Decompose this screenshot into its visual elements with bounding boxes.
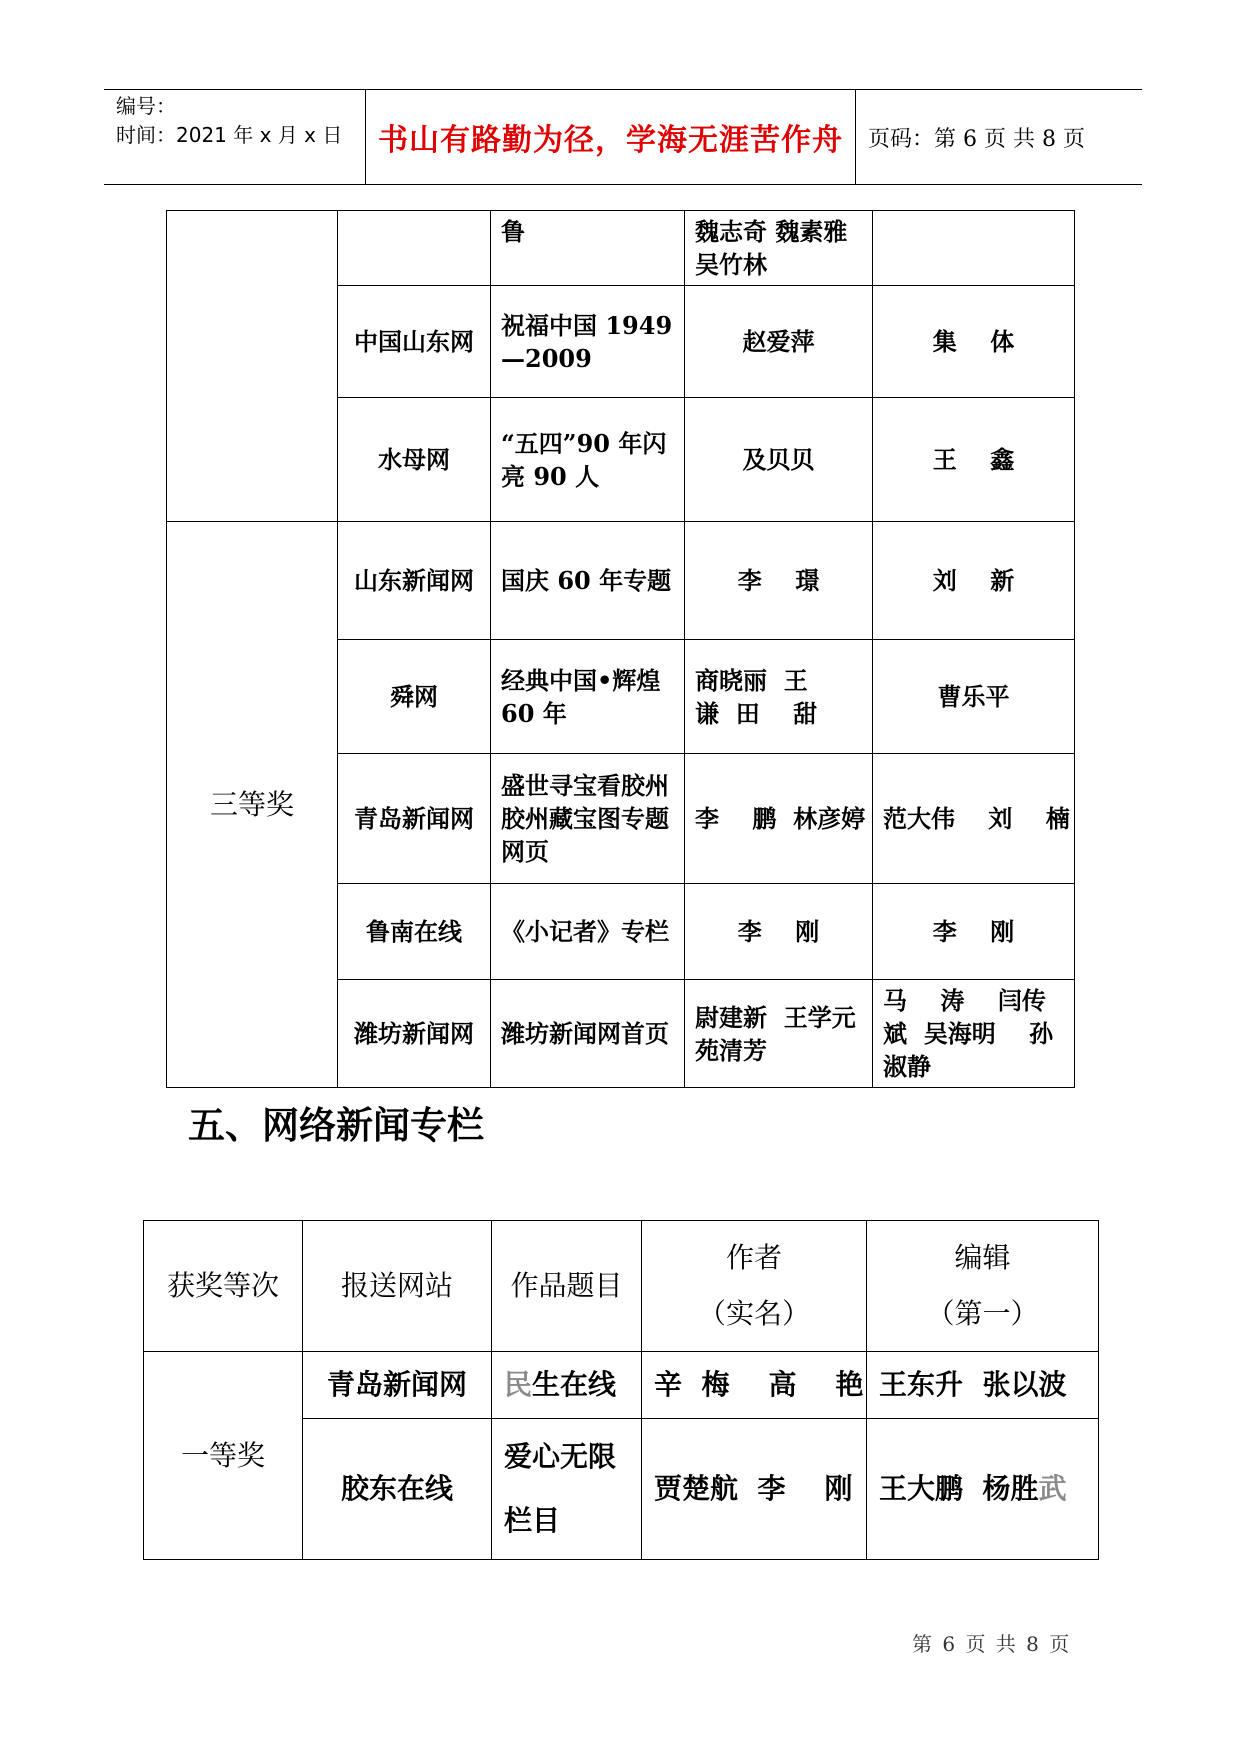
editor-last-char: 武 — [1038, 1472, 1067, 1505]
network-column-awards-table — [143, 1220, 1099, 1560]
site-cell: 潍坊新闻网 — [338, 980, 491, 1088]
title-cell: 盛世寻宝看胶州 胶州藏宝图专题网页 — [491, 754, 685, 884]
title-cell — [492, 1352, 642, 1419]
author-cell: 及贝贝 — [685, 398, 873, 522]
site-cell: 水母网 — [338, 398, 491, 522]
editor-main: 王大鹏 杨胜 — [879, 1472, 1039, 1505]
author-cell: 魏志奇 魏素雅 吴竹林 — [685, 211, 873, 286]
site-cell: 鲁南在线 — [338, 884, 491, 980]
author-cell: 商晓丽 王 谦 田 甜 — [685, 640, 873, 754]
document-number: 编号： — [116, 94, 176, 118]
title-cell: 经典中国•辉煌 60 年 — [491, 640, 685, 754]
header-page-number: 页码：第 6 页 共 8 页 — [868, 126, 1085, 152]
title-cell: 潍坊新闻网首页 — [491, 980, 685, 1088]
header-site: 报送网站 — [303, 1221, 492, 1352]
header-author-label: 作者 — [725, 1241, 782, 1274]
document-time: 时间：2021 年 x 月 x 日 — [116, 123, 343, 147]
editor-cell: 王 鑫 — [873, 398, 1075, 522]
header-title: 作品题目 — [492, 1221, 642, 1352]
editor-cell: 集 体 — [873, 286, 1075, 398]
table-row — [167, 522, 1075, 640]
author-cell: 赵爱萍 — [685, 286, 873, 398]
site-cell: 青岛新闻网 — [338, 754, 491, 884]
table-header-row — [144, 1221, 1099, 1352]
title-cell: 国庆 60 年专题 — [491, 522, 685, 640]
editor-cell: 范大伟 刘 楠 — [873, 754, 1075, 884]
site-cell: 胶东在线 — [303, 1419, 492, 1560]
header-motto: 书山有路勤为径，学海无涯苦作舟 — [366, 90, 856, 184]
author-cell: 辛 梅 高 艳 — [642, 1352, 867, 1419]
title-rest: 生在线 — [532, 1368, 617, 1401]
header-editor-sub: （第一） — [926, 1297, 1039, 1330]
editor-cell: 王东升 张以波 — [867, 1352, 1099, 1419]
title-cell: 祝福中国 1949—2009 — [491, 286, 685, 398]
header-editor-label: 编辑 — [954, 1241, 1011, 1274]
table-row — [167, 211, 1075, 286]
title-cell: “五四”90 年闪亮 90 人 — [491, 398, 685, 522]
table-row — [144, 1352, 1099, 1419]
page-header — [104, 89, 1142, 185]
editor-cell: 李 刚 — [873, 884, 1075, 980]
award-level-cell: 三等奖 — [167, 522, 338, 1088]
author-cell: 李 璟 — [685, 522, 873, 640]
award-level-cell: 一等奖 — [144, 1352, 303, 1560]
site-cell: 山东新闻网 — [338, 522, 491, 640]
author-cell: 李 刚 — [685, 884, 873, 980]
site-cell — [338, 211, 491, 286]
level-cell-prev — [167, 211, 338, 522]
header-meta — [104, 90, 366, 184]
header-author — [642, 1221, 867, 1352]
editor-cell: 马 涛 闫传斌 吴海明 孙淑静 — [873, 980, 1075, 1088]
author-cell: 尉建新 王学元 苑清芳 — [685, 980, 873, 1088]
editor-cell: 刘 新 — [873, 522, 1075, 640]
site-cell: 舜网 — [338, 640, 491, 754]
editor-cell — [867, 1419, 1099, 1560]
awards-table-continued — [166, 210, 1075, 1088]
section-title: 五、网络新闻专栏 — [188, 1103, 484, 1147]
title-cell: 爱心无限栏目 — [492, 1419, 642, 1560]
header-author-sub: （实名） — [697, 1297, 810, 1330]
header-level: 获奖等次 — [144, 1221, 303, 1352]
author-cell: 贾楚航 李 刚 — [642, 1419, 867, 1560]
site-cell: 中国山东网 — [338, 286, 491, 398]
site-cell: 青岛新闻网 — [303, 1352, 492, 1419]
editor-cell — [873, 211, 1075, 286]
editor-cell: 曹乐平 — [873, 640, 1075, 754]
header-editor — [867, 1221, 1099, 1352]
title-cell: 《小记者》专栏 — [491, 884, 685, 980]
title-first-char: 民 — [504, 1368, 533, 1401]
title-cell: 鲁 — [491, 211, 685, 286]
page-footer: 第 6 页 共 8 页 — [912, 1632, 1072, 1656]
author-cell: 李 鹏 林彦婷 — [685, 754, 873, 884]
